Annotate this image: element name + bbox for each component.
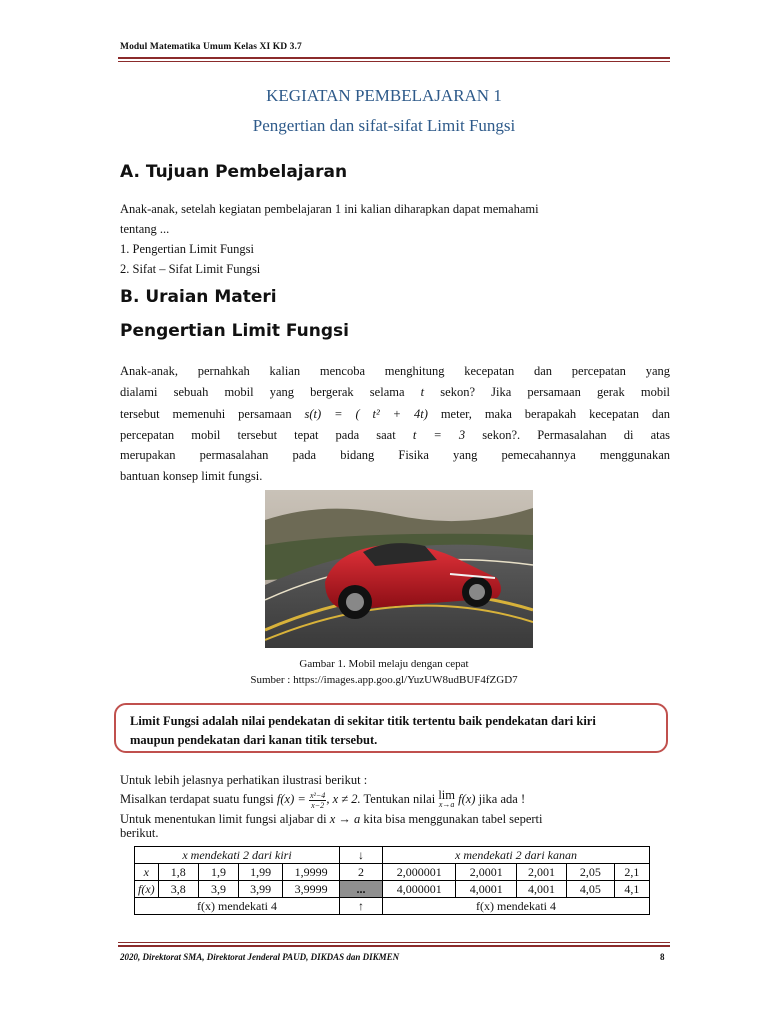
table-cell: 4,0001 [456, 881, 517, 898]
section-a-heading: A. Tujuan Pembelajaran [120, 162, 348, 182]
table-cell: 1,9999 [283, 864, 340, 881]
fraction-denominator: x−2 [311, 800, 325, 810]
intro-line: tentang ... [120, 222, 170, 236]
table-cell: 4,05 [567, 881, 615, 898]
table-cell: 3,9999 [283, 881, 340, 898]
table-cell: 3,9 [198, 881, 238, 898]
section-b-paragraph [120, 361, 670, 486]
definition-line: Limit Fungsi adalah nilai pendekatan di sekitar titik tertentu baik pendekatan dari kiri [130, 714, 596, 728]
limit-table [134, 846, 650, 915]
text-fragment: Untuk menentukan limit fungsi aljabar di [120, 812, 327, 827]
text-fragment: sekon? Jika persamaan gerak mobil [440, 384, 671, 399]
kegiatan-title: KEGIATAN PEMBELAJARAN 1 [266, 86, 502, 105]
text-fragment: Misalkan terdapat suatu fungsi [120, 792, 274, 806]
limit-subscript: x→a [438, 800, 455, 810]
table-row [135, 898, 650, 915]
footer-rule [118, 945, 670, 947]
footer-rule-thin [118, 942, 670, 943]
intro-line: Anak-anak, setelah kegiatan pembelajaran 1 ini kalian diharapkan dapat memahami [120, 202, 539, 216]
limit-function: f(x) [458, 792, 476, 806]
table-cell: f(x) [135, 881, 159, 898]
text-fragment: jika ada ! [478, 792, 526, 806]
text-fragment: meter, maka berapakah kecepatan dan [440, 407, 671, 421]
table-cell: 2,0001 [456, 864, 517, 881]
table-row [135, 847, 650, 864]
header-text: Modul Matematika Umum Kelas XI KD 3.7 [120, 42, 302, 52]
kegiatan-subtitle: Pengertian dan sifat-sifat Limit Fungsi [252, 116, 516, 135]
section-b-heading: B. Uraian Materi [120, 287, 277, 307]
paragraph-line [120, 404, 670, 425]
fraction-numerator: x²−4 [309, 790, 326, 800]
illustration-line [120, 790, 670, 810]
section-b-subheading: Pengertian Limit Fungsi [120, 321, 349, 341]
illustration-line: Untuk lebih jelasnya perhatikan ilustrasi berikut : [120, 773, 368, 787]
equation-t: t = 3 [412, 427, 466, 442]
list-item: 2. Sifat – Sifat Limit Fungsi [120, 262, 261, 276]
condition: , x ≠ 2. [326, 792, 361, 806]
table-row [135, 864, 650, 881]
table-cell: 4,001 [517, 881, 567, 898]
table-cell: 3,8 [158, 881, 198, 898]
paragraph-line: bantuan konsep limit fungsi. [120, 468, 263, 483]
table-cell: f(x) mendekati 4 [383, 898, 650, 915]
footer-text: 2020, Direktorat SMA, Direktorat Jenderal PAUD, DIKDAS dan DIKMEN [120, 952, 400, 962]
list-item: 1. Pengertian Limit Fungsi [120, 242, 255, 256]
equation-st: s(t) = ( t² + 4t) [304, 407, 428, 421]
text-fragment: tersebut memenuhi persamaan [120, 407, 292, 421]
header-rule-thin [118, 61, 670, 62]
definition-line: maupun pendekatan dari kanan titik tersebut. [130, 733, 378, 747]
table-cell: x mendekati 2 dari kanan [383, 847, 650, 864]
table-cell: ↑ [340, 898, 383, 915]
paragraph-line [120, 382, 670, 403]
paragraph-line [120, 425, 670, 446]
table-cell: 2,05 [567, 864, 615, 881]
fraction [309, 791, 326, 810]
text-fragment: kita bisa menggunakan tabel seperti [363, 812, 543, 827]
text-fragment: percepatan mobil tersebut tepat pada saat [120, 427, 396, 442]
paragraph-line: Anak-anak, pernahkah kalian mencoba menghitung kecepatan dan percepatan yang [120, 364, 670, 378]
table-cell: 2,000001 [383, 864, 456, 881]
table-cell: 2,001 [517, 864, 567, 881]
illustration-text [120, 771, 670, 842]
page-number: 8 [660, 952, 665, 962]
paragraph-line: merupakan permasalahan pada bidang Fisika yang pemecahannya menggunakan [120, 448, 670, 462]
table-cell: 3,99 [239, 881, 283, 898]
limit-operator [438, 790, 455, 810]
table-cell: 2,1 [614, 864, 649, 881]
table-cell: x [135, 864, 159, 881]
text-fragment: Tentukan nilai [363, 792, 436, 806]
header-rule [118, 57, 670, 59]
illustration-line: berikut. [120, 826, 159, 841]
approach-var: x → a [329, 812, 361, 827]
table-cell: f(x) mendekati 4 [135, 898, 340, 915]
table-cell: ... [340, 881, 383, 898]
table-cell: 2 [340, 864, 383, 881]
figure-source: Sumber : https://images.app.goo.gl/YuzUW8udBUF4fZGD7 [250, 674, 518, 686]
text-fragment: dialami sebuah mobil yang bergerak selama [120, 384, 405, 399]
function-label: f(x) = [276, 792, 306, 806]
limit-word: lim [438, 788, 455, 803]
section-a-body [120, 199, 670, 279]
table-cell: 1,99 [239, 864, 283, 881]
definition-box [114, 703, 668, 753]
table-row [135, 881, 650, 898]
table-cell: ↓ [340, 847, 383, 864]
variable-t: t [420, 384, 425, 399]
table-cell: 1,8 [158, 864, 198, 881]
figure-caption: Gambar 1. Mobil melaju dengan cepat [299, 658, 469, 670]
table-cell: 4,000001 [383, 881, 456, 898]
table-cell: 4,1 [614, 881, 649, 898]
text-fragment: sekon?. Permasalahan di atas [482, 427, 671, 442]
car-image [265, 490, 533, 648]
table-cell: 1,9 [198, 864, 238, 881]
table-cell: x mendekati 2 dari kiri [135, 847, 340, 864]
